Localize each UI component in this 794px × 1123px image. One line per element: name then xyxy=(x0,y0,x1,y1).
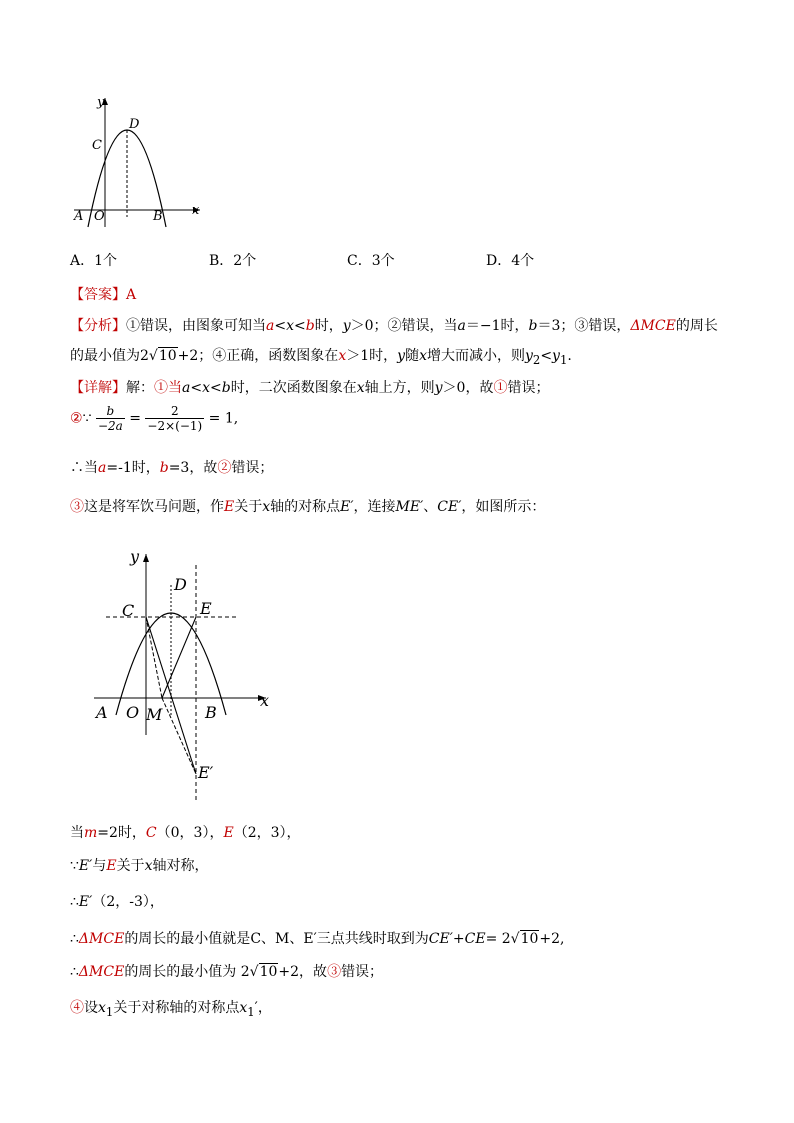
fig2-label-e: E xyxy=(200,599,212,618)
parabola-figure-1 xyxy=(68,92,208,232)
equation-line: ②∵ $\frac{b}{-2a}$ = $\frac{2}{-2\times(-1)}$ = 1, xyxy=(70,404,239,433)
text-line-d: ∵E′与E关于x轴对称， xyxy=(70,858,209,874)
text-line-h: ④设$x_1$关于对称轴的对称点$x_1'$， xyxy=(70,1000,272,1019)
answer-line: 【答案】A xyxy=(70,287,137,303)
analysis-line-1: 【分析】①错误，由图象可知当a<x<b时，y＞0；②错误，当a＝−1时，b＝3；③错误，ΔMCE的周长 xyxy=(70,318,718,334)
fig2-label-o: O xyxy=(126,703,140,722)
fig2-label-m: M xyxy=(146,705,163,724)
fig2-label-c: C xyxy=(122,601,135,620)
option-c: C．3个 xyxy=(347,253,395,269)
analysis-line-2: 的最小值为2√10+2；④正确，函数图象在x＞1时，y随x增大而减小，则$y_2<y_1$. xyxy=(70,348,572,367)
text-line-f: ∴ΔMCE的周长的最小值就是C、M、E′三点共线时取到为CE′+CE= 2√10+2, xyxy=(70,931,565,947)
parabola-figure-2 xyxy=(86,540,286,810)
text-line-e: ∴E′（2，-3）， xyxy=(70,894,164,910)
fig1-label-a: A xyxy=(74,209,84,224)
text-line-b: ③这是将军饮马问题，作E关于x轴的对称点E′，连接ME′、CE′，如图所示： xyxy=(70,499,546,515)
fig1-label-x: x xyxy=(192,203,200,218)
text-line-c: 当m=2时，C（0，3），E（2，3）， xyxy=(70,825,301,841)
option-b: B．2个 xyxy=(209,253,257,269)
fig1-label-y: y xyxy=(97,95,105,110)
fig1-label-d: D xyxy=(129,117,140,132)
fig2-label-e-prime: E′ xyxy=(198,763,214,782)
text-line-g: ∴ΔMCE的周长的最小值为 2√10+2，故③错误； xyxy=(70,964,384,980)
fig2-label-y: y xyxy=(130,547,140,566)
fig2-label-d: D xyxy=(174,575,187,594)
fig2-label-b: B xyxy=(205,703,217,722)
fig2-label-x: x xyxy=(260,691,270,710)
fig1-label-b: B xyxy=(153,209,163,224)
option-a: A．1个 xyxy=(70,253,118,269)
detail-line-1: 【详解】解：①当a<x<b时，二次函数图象在x轴上方，则y＞0，故①错误； xyxy=(70,380,550,396)
option-d: D．4个 xyxy=(486,253,535,269)
text-line-a: ∴当a=-1时，b=3，故②错误； xyxy=(70,460,274,476)
fig1-label-c: C xyxy=(92,138,102,153)
fig1-label-o: O xyxy=(94,209,105,224)
fig2-label-a: A xyxy=(96,703,108,722)
